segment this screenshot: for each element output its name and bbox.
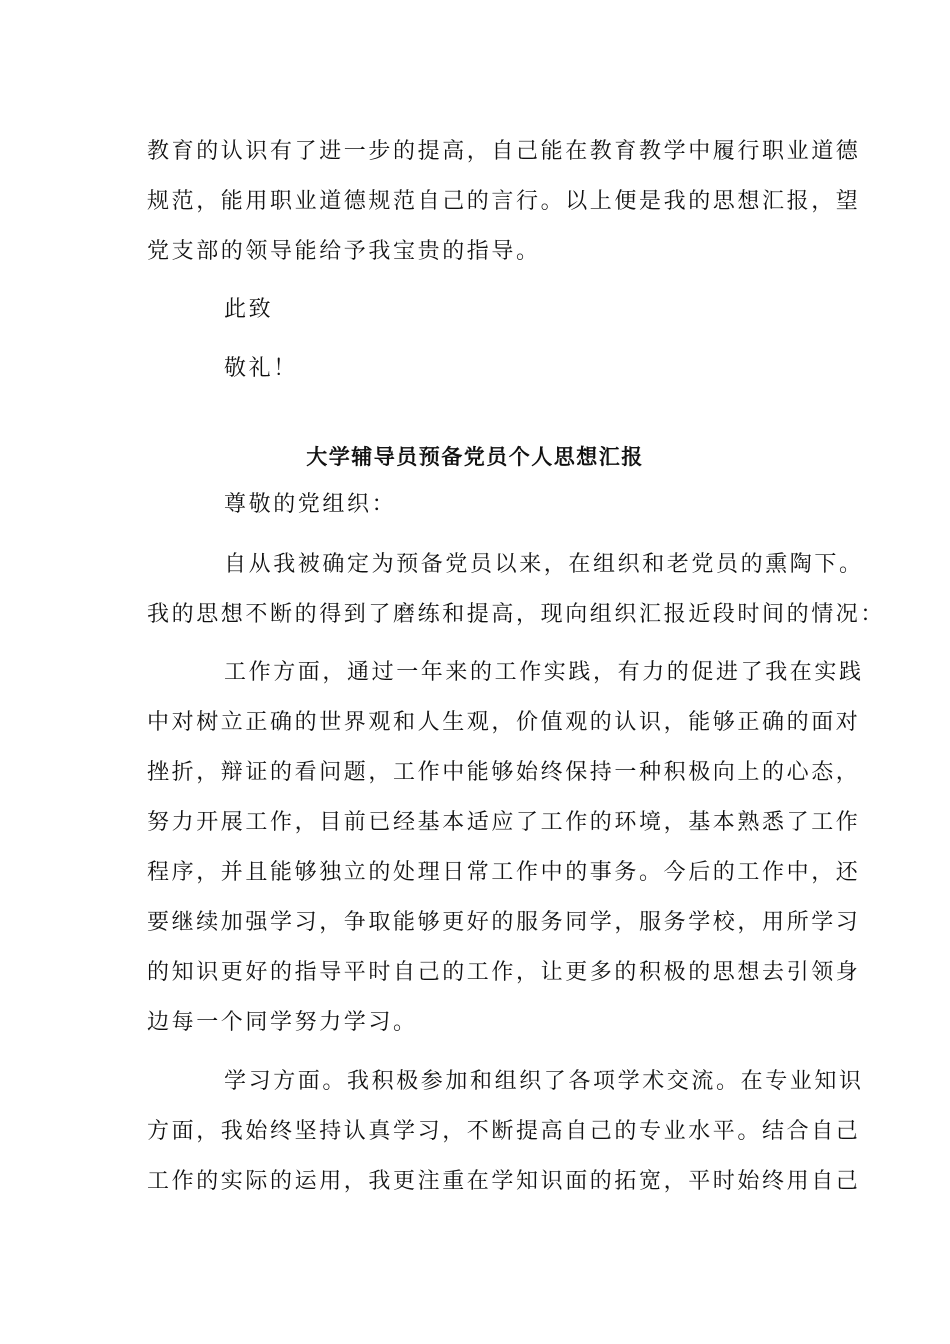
paragraph-line: 挫折，辩证的看问题，工作中能够始终保持一种积极向上的心态， [147,760,861,785]
paragraph-line: 中对树立正确的世界观和人生观，价值观的认识，能够正确的面对 [147,710,861,735]
paragraph-line: 程序，并且能够独立的处理日常工作中的事务。今后的工作中，还 [147,860,861,885]
paragraph-line: 工作方面，通过一年来的工作实践，有力的促进了我在实践 [224,660,864,685]
paragraph-line: 党支部的领导能给予我宝贵的指导。 [147,239,541,264]
salutation: 尊敬的党组织： [224,492,397,517]
report-title: 大学辅导员预备党员个人思想汇报 [306,444,644,469]
paragraph-line: 努力开展工作，目前已经基本适应了工作的环境，基本熟悉了工作 [147,810,861,835]
paragraph-line: 边每一个同学努力学习。 [147,1010,418,1035]
paragraph-line: 工作的实际的运用，我更注重在学知识面的拓宽，平时始终用自己 [147,1169,861,1194]
paragraph-line: 学习方面。我积极参加和组织了各项学术交流。在专业知识 [224,1069,864,1094]
paragraph-line: 教育的认识有了进一步的提高，自己能在教育教学中履行职业道德 [147,139,861,164]
paragraph-line: 的知识更好的指导平时自己的工作，让更多的积极的思想去引领身 [147,960,861,985]
paragraph-line: 要继续加强学习，争取能够更好的服务同学，服务学校，用所学习 [147,910,861,935]
paragraph-line: 自从我被确定为预备党员以来，在组织和老党员的熏陶下。 [224,552,864,577]
paragraph-line: 我的思想不断的得到了磨练和提高，现向组织汇报近段时间的情况： [147,602,886,627]
paragraph-line: 方面，我始终坚持认真学习，不断提高自己的专业水平。结合自己 [147,1119,861,1144]
closing-line-2: 敬礼！ [224,356,298,381]
paragraph-line: 规范，能用职业道德规范自己的言行。以上便是我的思想汇报，望 [147,189,861,214]
closing-line-1: 此致 [224,297,274,322]
